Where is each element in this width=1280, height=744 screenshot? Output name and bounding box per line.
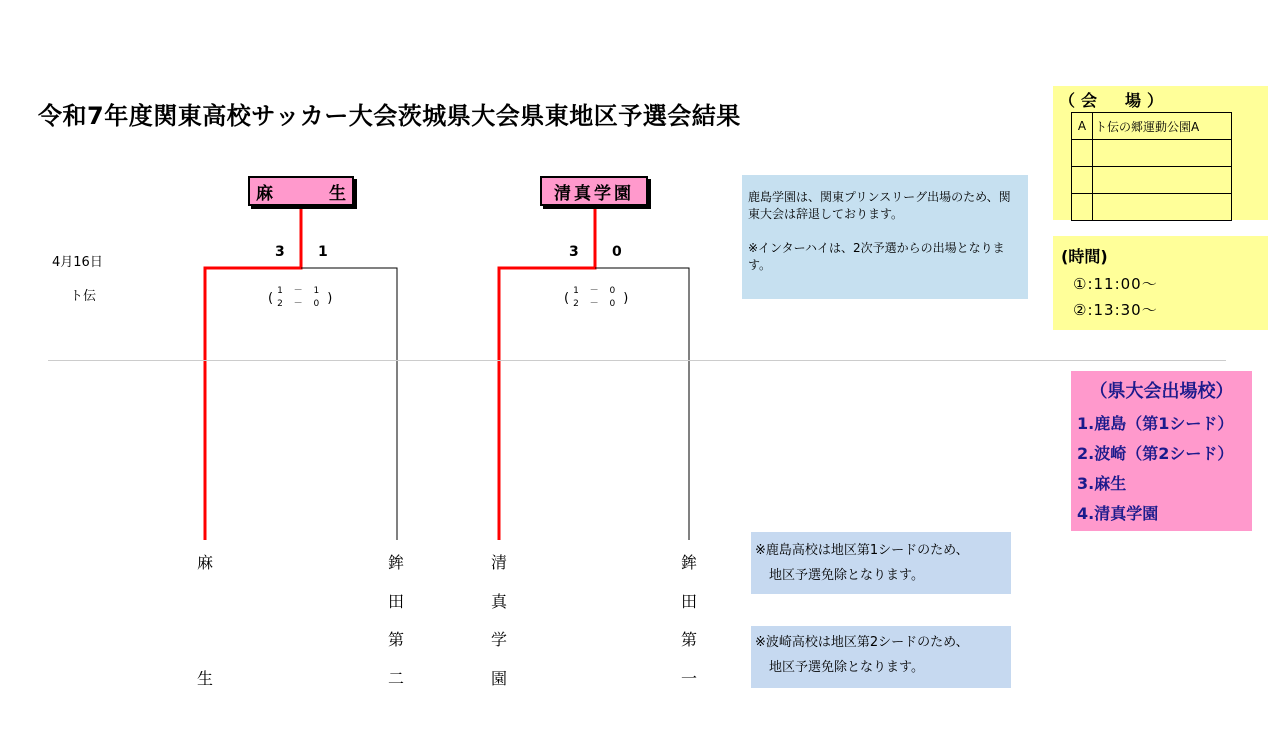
team-char-hokota2: 鉾 [387, 553, 404, 572]
score-right-match-1: 1 [318, 244, 328, 260]
note-text: 地区予選免除となります。 [769, 568, 924, 583]
note-text: 鹿島学園は、関東プリンスリーグ出場のため、関東大会は辞退しております。 [748, 190, 1011, 221]
half-scores-match-1: ( 1 － 1 2 － 0 ) [268, 286, 333, 309]
time-panel-heading: (時間) [1061, 247, 1108, 266]
team-char-seishin: 園 [490, 669, 507, 688]
team-char-hokota2: 田 [387, 592, 404, 611]
team-char-asou: 麻 [196, 553, 213, 572]
venue-key [1072, 167, 1093, 194]
qualified-panel [1071, 371, 1252, 531]
venue-key [1072, 140, 1093, 167]
note-text: ※波崎高校は地区第2シードのため、 [755, 635, 969, 650]
divider [48, 360, 1226, 361]
note-text: 地区予選免除となります。 [769, 660, 924, 675]
venue-row [1072, 194, 1232, 221]
half-scores-match-2: ( 1 － 0 2 － 0 ) [564, 286, 629, 309]
score-right-match-2: 0 [612, 244, 622, 260]
time-slot: ①:11:00～ [1073, 275, 1158, 293]
team-char-hokota2: 二 [387, 669, 404, 688]
note-hasaki-seed [751, 626, 1011, 688]
half-score-1: 1 － 1 [277, 286, 324, 296]
score-left-match-1: 3 [275, 244, 285, 260]
winner-box-label: 清真学園 [554, 183, 634, 204]
venue-value: ト伝の郷運動公園A [1093, 113, 1232, 140]
venue-key [1072, 194, 1093, 221]
team-char-hokota2: 第 [387, 630, 404, 649]
qualified-item: 2.波崎（第2シード） [1077, 444, 1234, 463]
time-slot: ②:13:30～ [1073, 301, 1158, 319]
match-date: 4月16日 [52, 255, 103, 270]
venue-value [1093, 140, 1232, 167]
note-text: ※インターハイは、2次予選からの出場となります。 [748, 241, 1005, 272]
page-title: 令和7年度関東高校サッカー大会茨城県大会県東地区予選会結果 [38, 102, 741, 130]
team-char-hokota1: 田 [680, 592, 697, 611]
qualified-item: 4.清真学園 [1077, 504, 1159, 523]
venue-value [1093, 167, 1232, 194]
winner-box-char: 麻 [256, 183, 273, 204]
team-char-seishin: 真 [490, 592, 507, 611]
venue-row [1072, 140, 1232, 167]
venue-key: A [1072, 113, 1093, 140]
half-score-2: 2 － 0 [573, 299, 620, 309]
time-panel [1053, 236, 1268, 330]
winner-line-seishin [499, 206, 595, 540]
qualified-item: 3.麻生 [1077, 474, 1127, 493]
venue-value [1093, 194, 1232, 221]
match-venue: ト伝 [70, 289, 97, 304]
qualified-item: 1.鹿島（第1シード） [1077, 414, 1234, 433]
team-char-hokota1: 第 [680, 630, 697, 649]
note-kashima-seed [751, 532, 1011, 594]
team-char-seishin: 学 [490, 630, 507, 649]
half-score-2: 2 － 0 [277, 299, 324, 309]
note-text: ※鹿島高校は地区第1シードのため、 [755, 543, 969, 558]
team-char-hokota1: 一 [680, 669, 697, 688]
team-char-seishin: 清 [490, 553, 507, 572]
half-score-1: 1 － 0 [573, 286, 620, 296]
winner-box-char: 生 [329, 183, 346, 204]
team-char-asou: 生 [196, 669, 213, 688]
team-char-hokota1: 鉾 [680, 553, 697, 572]
qualified-panel-heading: （県大会出場校） [1089, 381, 1234, 402]
winner-box-match-1 [248, 176, 354, 206]
venue-row [1072, 113, 1232, 140]
note-kashima-gakuen [742, 175, 1028, 299]
score-left-match-2: 3 [569, 244, 579, 260]
winner-box-match-2 [540, 176, 648, 206]
venue-panel [1053, 86, 1268, 220]
venue-row [1072, 167, 1232, 194]
winner-line-asou [205, 206, 301, 540]
venue-table [1071, 112, 1232, 221]
venue-panel-heading: （会 場） [1059, 91, 1170, 110]
